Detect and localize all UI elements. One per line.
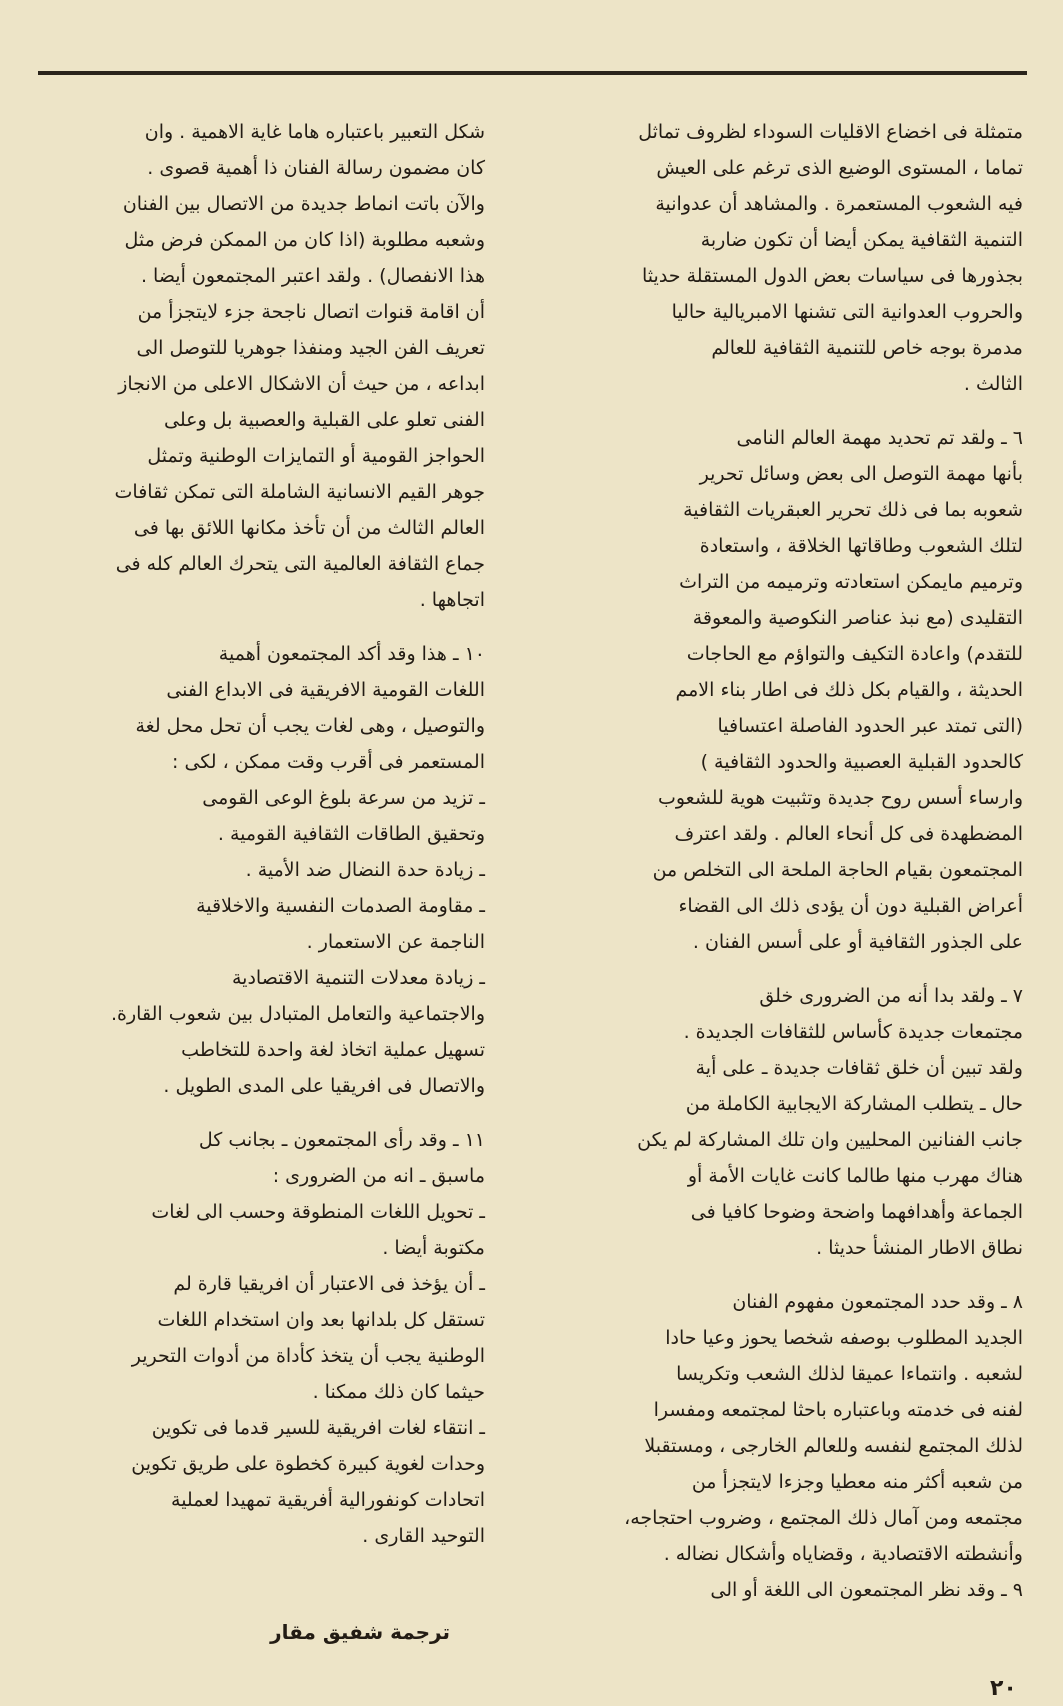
text-line: ـ تزيد من سرعة بلوغ الوعى القومى (202, 787, 485, 809)
text-line: التنمية الثقافية يمكن أيضا أن تكون ضاربة (700, 229, 1023, 251)
left-column (30, 114, 485, 1572)
text-line: الوطنية يجب أن يتخذ كأداة من أدوات التحرير (131, 1345, 485, 1367)
paragraph (568, 114, 1023, 402)
text-line: وتحقيق الطاقات الثقافية القومية . (217, 823, 485, 845)
text-line: وشعبه مطلوبة (اذا كان من الممكن فرض مثل (124, 229, 485, 251)
text-line: الناجمة عن الاستعمار . (306, 931, 485, 953)
page-number: ٢٠ (990, 1676, 1017, 1701)
text-line: ٨ ـ وقد حدد المجتمعون مفهوم الفنان (732, 1291, 1023, 1313)
text-line: فيه الشعوب المستعمرة . والمشاهد أن عدوانية (655, 193, 1023, 215)
text-line: تعريف الفن الجيد ومنفذا جوهريا للتوصل الى (136, 337, 485, 359)
text-line: حال ـ يتطلب المشاركة الايجابية الكاملة من (685, 1093, 1023, 1115)
text-line: ٩ ـ وقد نظر المجتمعون الى اللغة أو الى (710, 1579, 1023, 1601)
text-line: ١١ ـ وقد رأى المجتمعون ـ بجانب كل (198, 1129, 485, 1151)
text-line: بجذورها فى سياسات بعض الدول المستقلة حديثا (642, 265, 1023, 287)
text-line: اتحادات كونفورالية أفريقية تمهيدا لعملية (171, 1489, 485, 1511)
text-line: والتوصيل ، وهى لغات يجب أن تحل محل لغة (135, 715, 485, 737)
text-line: ـ أن يؤخذ فى الاعتبار أن افريقيا قارة لم (173, 1273, 485, 1295)
text-line: مدمرة بوجه خاص للتنمية الثقافية للعالم (711, 337, 1023, 359)
translator-signature: ترجمة شفيق مقار (270, 1620, 450, 1644)
text-line: وحدات لغوية كبيرة كخطوة على طريق تكوين (131, 1453, 485, 1475)
text-line: لفنه فى خدمته وباعتباره باحثا لمجتمعه ومفسرا (653, 1399, 1023, 1421)
text-line: اتجاهها . (419, 589, 485, 611)
text-line: الحواجز القومية أو التمايزات الوطنية وتمثل (147, 445, 485, 467)
text-line: شكل التعبير باعتباره هاما غاية الاهمية . وان (144, 121, 485, 143)
text-line: للتقدم) واعادة التكيف والتواؤم مع الحاجات (686, 643, 1023, 665)
text-line: تستقل كل بلدانها بعد وان استخدام اللغات (157, 1309, 485, 1331)
text-line: والاجتماعية والتعامل المتبادل بين شعوب القارة. (111, 1003, 485, 1025)
text-line: والاتصال فى افريقيا على المدى الطويل . (163, 1075, 485, 1097)
text-line: اللغات القومية الافريقية فى الابداع الفنى (166, 679, 485, 701)
text-line: ـ مقاومة الصدمات النفسية والاخلاقية (196, 895, 485, 917)
text-line: متمثلة فى اخضاع الاقليات السوداء لظروف تماثل (638, 121, 1023, 143)
text-line: المضطهدة فى كل أنحاء العالم . ولقد اعترف (674, 823, 1023, 845)
text-line: وارساء أسس روح جديدة وتثبيت هوية للشعوب (657, 787, 1023, 809)
text-line: التقليدى (مع نبذ عناصر النكوصية والمعوقة (692, 607, 1023, 629)
text-line: بأنها مهمة التوصل الى بعض وسائل تحرير (699, 463, 1023, 485)
text-line: وترميم مايمكن استعادته وترميمه من التراث (679, 571, 1023, 593)
text-line: التوحيد القارى . (362, 1525, 485, 1547)
text-line: مكتوبة أيضا . (382, 1237, 485, 1259)
text-line: أن اقامة قنوات اتصال ناجحة جزء لايتجزأ من (137, 301, 485, 323)
text-line: ٦ ـ ولقد تم تحديد مهمة العالم النامى (736, 427, 1023, 449)
text-line: جوهر القيم الانسانية الشاملة التى تمكن ثقافات (114, 481, 485, 503)
text-line: كان مضمون رسالة الفنان ذا أهمية قصوى . (147, 157, 485, 179)
text-line: ـ تحويل اللغات المنطوقة وحسب الى لغات (151, 1201, 485, 1223)
text-line: جانب الفنانين المحليين وان تلك المشاركة لم يكن (637, 1129, 1023, 1151)
text-line: من شعبه أكثر منه معطيا وجزءا لايتجزأ من (691, 1471, 1023, 1493)
text-line: ـ انتقاء لغات افريقية للسير قدما فى تكوين (151, 1417, 485, 1439)
text-line: ماسبق ـ انه من الضرورى : (272, 1165, 485, 1187)
text-line: وأنشطته الاقتصادية ، وقضاياه وأشكال نضاله . (663, 1543, 1023, 1565)
text-line: الثالث . (963, 373, 1023, 395)
text-line: تسهيل عملية اتخاذ لغة واحدة للتخاطب (181, 1039, 485, 1061)
top-rule (38, 71, 1027, 75)
paragraph (568, 1284, 1023, 1608)
text-line: جماع الثقافة العالمية التى يتحرك العالم كله فى (115, 553, 485, 575)
text-line: الحديثة ، والقيام بكل ذلك فى اطار بناء الامم (675, 679, 1023, 701)
text-line: ابداعه ، من حيث أن الاشكال الاعلى من الانجاز (118, 373, 485, 395)
text-line: الجماعة وأهدافهما واضحة وضوحا كافيا فى (690, 1201, 1023, 1223)
text-line: مجتمعات جديدة كأساس للثقافات الجديدة . (683, 1021, 1023, 1043)
text-line: مجتمعه ومن آمال ذلك المجتمع ، وضروب احتجاجه، (624, 1507, 1023, 1529)
text-line: شعوبه بما فى ذلك تحرير العبقريات الثقافية (683, 499, 1023, 521)
text-line: والحروب العدوانية التى تشنها الامبريالية حاليا (671, 301, 1023, 323)
text-line: الجديد المطلوب بوصفه شخصا يحوز وعيا حادا (665, 1327, 1023, 1349)
paragraph (30, 1122, 485, 1554)
paragraph (30, 636, 485, 1104)
text-line: ولقد تبين أن خلق ثقافات جديدة ـ على أية (695, 1057, 1023, 1079)
text-line: هناك مهرب منها طالما كانت غايات الأمة أو (687, 1165, 1023, 1187)
paragraph (568, 420, 1023, 960)
text-line: لشعبه . وانتماءا عميقا لذلك الشعب وتكريسا (676, 1363, 1023, 1385)
text-line: هذا الانفصال) . ولقد اعتبر المجتمعون أيضا . (140, 265, 485, 287)
text-line: والآن باتت انماط جديدة من الاتصال بين الفنان (122, 193, 485, 215)
text-line: لذلك المجتمع لنفسه وللعالم الخارجى ، ومستقبلا (644, 1435, 1023, 1457)
text-line: نطاق الاطار المنشأ حديثا . (816, 1237, 1023, 1259)
text-line: لتلك الشعوب وطاقاتها الخلاقة ، واستعادة (699, 535, 1023, 557)
text-line: حيثما كان ذلك ممكنا . (312, 1381, 485, 1403)
text-line: أعراض القبلية دون أن يؤدى ذلك الى القضاء (678, 895, 1023, 917)
right-column (568, 114, 1023, 1626)
text-line: المستعمر فى أقرب وقت ممكن ، لكى : (172, 751, 485, 773)
text-line: المجتمعون بقيام الحاجة الملحة الى التخلص من (652, 859, 1023, 881)
text-line: (التى تمتد عبر الحدود الفاصلة اعتسافيا (717, 715, 1023, 737)
text-line: الفنى تعلو على القبلية والعصبية بل وعلى (164, 409, 485, 431)
text-line: ١٠ ـ هذا وقد أكد المجتمعون أهمية (218, 643, 485, 665)
paragraph (30, 114, 485, 618)
text-line: ـ زيادة معدلات التنمية الاقتصادية (231, 967, 485, 989)
text-line: كالحدود القبلية العصبية والحدود الثقافية ) (700, 751, 1023, 773)
text-line: تماما ، المستوى الوضيع الذى ترغم على العيش (656, 157, 1023, 179)
text-line: على الجذور الثقافية أو على أسس الفنان . (692, 931, 1023, 953)
paragraph (568, 978, 1023, 1266)
text-line: ٧ ـ ولقد بدا أنه من الضرورى خلق (759, 985, 1023, 1007)
text-line: العالم الثالث من أن تأخذ مكانها اللائق بها فى (133, 517, 485, 539)
text-line: ـ زيادة حدة النضال ضد الأمية . (245, 859, 485, 881)
